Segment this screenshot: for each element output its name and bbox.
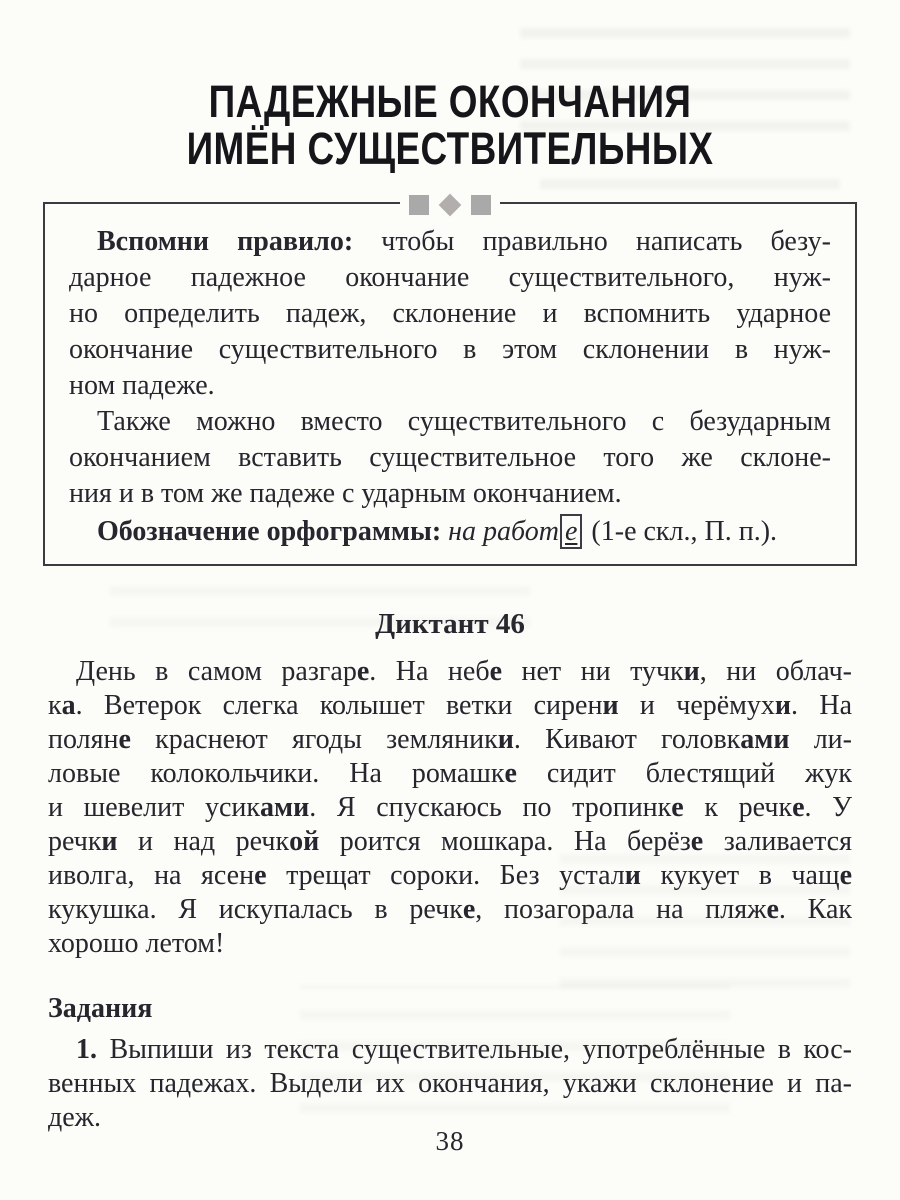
text-segment: Также можно вместо существительного с безударным [97, 406, 831, 437]
text-segment: (1-е скл., П. п.). [584, 516, 778, 547]
text-segment: е [671, 792, 684, 823]
text-segment: . На [791, 690, 852, 721]
text-segment: е [462, 894, 476, 925]
text-line [69, 440, 831, 476]
text-segment: речк [48, 826, 102, 857]
text-segment: и [602, 690, 619, 721]
text-segment: ами [260, 792, 310, 823]
dictation-text [48, 655, 852, 961]
text-segment: ой [289, 826, 320, 857]
text-segment: к [48, 690, 62, 721]
text-line [48, 655, 852, 689]
text-segment: окончание существительного в этом склонении в нуж- [69, 334, 831, 365]
text-segment: е [118, 724, 131, 755]
square-icon [409, 195, 429, 215]
page-number: 38 [435, 1126, 465, 1156]
text-segment: е [690, 826, 704, 857]
rule-box [43, 202, 857, 566]
text-segment: окончанием вставить существительное того же склоне- [69, 442, 831, 473]
text-segment: кукушка. Я искупалась в речк [48, 894, 463, 925]
text-segment: ли- [789, 724, 852, 755]
text-segment: . Как [778, 894, 852, 925]
text-segment: е [792, 792, 805, 823]
rule-paragraph [69, 224, 831, 404]
text-segment: е [254, 860, 267, 891]
text-segment: ами [740, 724, 790, 755]
page-title-line: ПАДЕЖНЫЕ ОКОНЧАНИЯ [208, 76, 692, 127]
diamond-icon [439, 194, 462, 217]
text-segment: Обозначение орфограммы: [97, 516, 449, 547]
text-segment: и [624, 860, 641, 891]
text-segment: е [766, 894, 779, 925]
text-line [69, 476, 831, 512]
text-segment: ния и в том же падеже с ударным окончанием. [69, 478, 622, 509]
page-title-line: ИМЁН СУЩЕСТВИТЕЛЬНЫХ [186, 123, 714, 174]
text-segment: кукует в чащ [640, 860, 840, 891]
text-line [69, 514, 831, 550]
text-segment: День в самом разгар [76, 656, 357, 687]
text-segment: Выпиши из текста существительные, употреблённые в кос- [97, 1034, 852, 1065]
text-segment: к речк [683, 792, 793, 823]
text-segment: роится мошкара. На берёз [319, 826, 691, 857]
task-item [48, 1033, 852, 1135]
text-line [48, 689, 852, 723]
text-line [48, 1033, 852, 1067]
text-segment: сидит блестящий жук [516, 758, 852, 789]
text-line [69, 332, 831, 368]
tasks-heading: Задания [48, 993, 153, 1024]
text-segment: е [489, 656, 502, 687]
text-segment: . У [804, 792, 852, 823]
text-segment: дарное падежное окончание существительного, нуж- [69, 262, 831, 293]
text-segment: ном падеже. [69, 370, 215, 401]
text-segment: трещат сороки. Без устал [266, 860, 625, 891]
text-line [69, 260, 831, 296]
text-line [69, 224, 831, 260]
text-segment: чтобы правильно написать безу- [353, 226, 831, 257]
text-segment: . Кивают головк [513, 724, 741, 755]
text-segment: , ни облач- [699, 656, 852, 687]
text-segment: е [356, 656, 370, 687]
square-icon [471, 195, 491, 215]
text-line [69, 404, 831, 440]
text-line [48, 791, 852, 825]
page-title [81, 78, 819, 172]
text-segment: ловые колокольчики. На ромашк [48, 758, 505, 789]
text-segment: а [61, 690, 76, 721]
text-segment: и черёмух [618, 690, 775, 721]
text-line [48, 757, 852, 791]
text-segment: . Ветерок слегка колышет ветки сирен [75, 690, 603, 721]
text-segment: . На неб [369, 656, 490, 687]
text-segment: и [774, 690, 792, 721]
text-segment: на работ [448, 516, 559, 547]
text-line [69, 296, 831, 332]
text-segment: заливается [703, 826, 852, 857]
text-segment: но определить падеж, склонение и вспомнить ударное [69, 298, 831, 329]
text-segment: , позагорала на пляж [475, 894, 767, 925]
rule-paragraph [69, 404, 831, 512]
text-segment: и [101, 826, 118, 857]
text-segment: Вспомни правило: [97, 226, 354, 257]
text-line [48, 825, 852, 859]
text-line [48, 1067, 852, 1101]
rule-box-decoration [400, 193, 500, 217]
text-segment: полян [48, 724, 119, 755]
text-line [69, 368, 831, 404]
text-segment: иволга, на ясен [48, 860, 255, 891]
text-segment: е [504, 758, 517, 789]
text-segment: деж. [48, 1102, 102, 1133]
text-line [48, 927, 852, 961]
text-line [48, 893, 852, 927]
text-segment: хорошо летом! [48, 928, 225, 959]
text-segment: нет ни тучк [502, 656, 684, 687]
text-segment: и [683, 656, 700, 687]
rule-paragraph [69, 514, 831, 550]
text-segment: и [497, 724, 514, 755]
text-segment: и над речк [117, 826, 290, 857]
text-line [48, 859, 852, 893]
text-segment: 1. [76, 1034, 97, 1065]
boxed-ending-letter: е [560, 514, 582, 549]
text-segment: и шевелит усик [48, 792, 261, 823]
text-segment: е [839, 860, 852, 891]
text-segment: краснеют ягоды земляник [130, 724, 498, 755]
dictation-heading: Диктант 46 [375, 608, 525, 640]
text-line [48, 723, 852, 757]
text-segment: венных падежах. Выдели их окончания, укажи склонение и па- [48, 1068, 852, 1099]
page-body [0, 608, 900, 1135]
text-segment: . Я спускаюсь по тропинк [309, 792, 672, 823]
